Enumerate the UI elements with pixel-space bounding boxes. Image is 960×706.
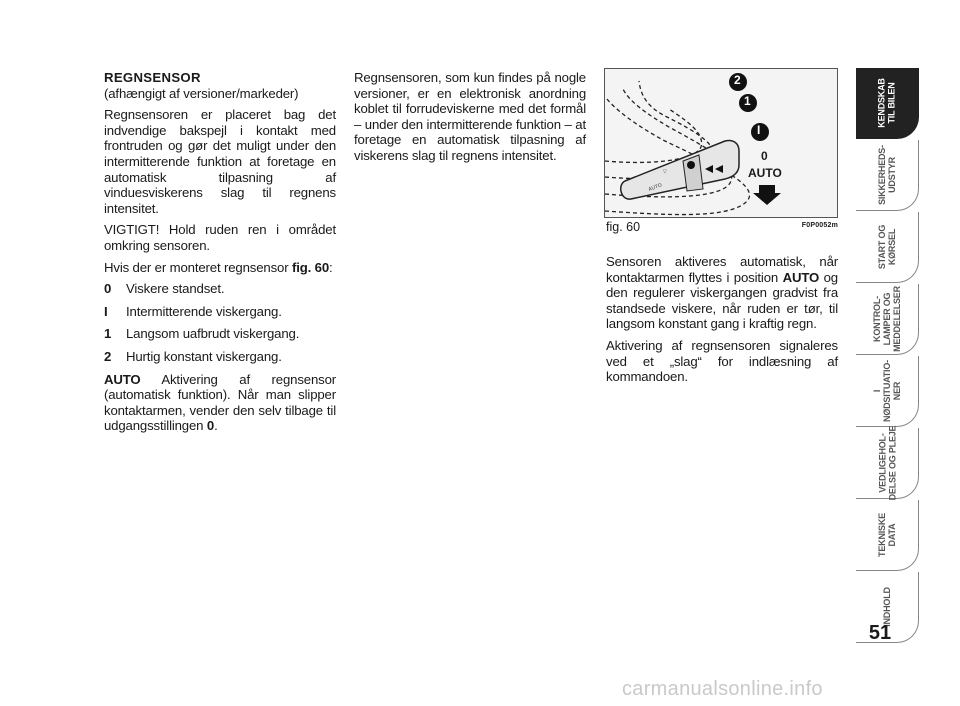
paragraph-warning: VIGTIGT! Hold ruden ren i området omkring sensoren.: [104, 222, 336, 253]
list-key: 0: [104, 281, 112, 297]
left-column: [104, 70, 336, 440]
figure-code: F0P0052m: [801, 222, 838, 229]
tab-label: TEKNISKE DATA: [877, 513, 897, 557]
stalk-body: [621, 140, 739, 199]
tab-label: KONTROL- LAMPER OG MEDDELELSER: [872, 286, 902, 352]
marker-i: I: [757, 123, 761, 137]
paragraph-signal: Aktivering af regnsensoren signaleres ved et „slag“ for indlæsning af kommandoen.: [606, 337, 838, 385]
svg-text:▽: ▽: [663, 169, 667, 175]
list-item: [104, 281, 336, 297]
tab-start-og-koersel[interactable]: [856, 212, 919, 283]
label-zero: 0: [761, 149, 768, 163]
paragraph-activation: [606, 254, 838, 332]
label-auto: AUTO: [748, 166, 782, 180]
tab-label: VEDLIGEHOL- DELSE OG PLEJE: [877, 425, 898, 501]
list-text: Intermitterende viskergang.: [126, 303, 282, 319]
list-item: [104, 326, 336, 342]
list-key: I: [104, 303, 108, 319]
section-heading: REGNSENSOR: [104, 70, 201, 85]
paragraph-fig-ref: [104, 260, 336, 276]
tab-kendskab-til-bilen[interactable]: [856, 68, 919, 139]
list-key: 1: [104, 326, 112, 342]
list-text: Hurtig konstant viskergang.: [126, 348, 282, 364]
text: og den regulerer viskergangen gradvist fra standsede viskere, når ruden er tør, til langsom konstant gang i kraftig regn.: [606, 269, 838, 332]
tab-tekniske-data[interactable]: [856, 500, 919, 571]
position-zero: 0: [206, 418, 215, 434]
marker-1: 1: [744, 94, 751, 108]
auto-key: AUTO: [782, 269, 820, 285]
tab-noedsituationer[interactable]: [856, 356, 919, 427]
figure-caption: [606, 220, 838, 234]
text: .: [214, 418, 218, 434]
text: Sensoren aktiveres automatisk, når kontaktarmen flyttes i position: [606, 254, 838, 285]
tab-label: START OG KØRSEL: [876, 224, 897, 270]
tab-label: INDHOLD: [881, 587, 892, 627]
right-column: [606, 254, 838, 391]
figure-reference: fig. 60: [291, 259, 330, 275]
section-subheading: (afhængigt af versioner/markeder): [104, 85, 299, 101]
paragraph-auto: [104, 372, 336, 434]
tab-sikkerhedsudstyr[interactable]: [856, 140, 919, 211]
text: Hvis der er monteret regnsensor: [104, 259, 292, 275]
marker-2: 2: [734, 73, 741, 87]
watermark: carmanualsonline.info: [622, 678, 823, 700]
wiper-stalk-illustration: [605, 69, 837, 217]
list-item: [104, 304, 336, 320]
list-text: Viskere standset.: [126, 281, 225, 297]
middle-column: [354, 70, 586, 170]
paragraph-description: Regnsensoren, som kun findes på nogle versioner, er en elektronisk anordning koblet til forrudeviskerne med det formål – under den intermitterende funktion – at foretage en automatisk tilpasning af viskerens slag til regnens intensitet.: [354, 70, 586, 163]
tab-label: KENDSKAB TIL BILEN: [877, 78, 897, 128]
tab-label: I NØDSITUATIO- NER: [872, 360, 902, 422]
auto-key: AUTO: [104, 371, 141, 387]
list-text: Langsom uafbrudt viskergang.: [126, 326, 300, 342]
tab-vedligeholdelse[interactable]: [856, 425, 919, 501]
tab-label: SIKKERHEDS- UDSTYR: [877, 145, 897, 205]
svg-text:AUTO: AUTO: [647, 182, 663, 193]
tab-kontrollamper[interactable]: [856, 284, 919, 355]
text: :: [329, 259, 333, 275]
figure-number: fig. 60: [606, 220, 641, 234]
paragraph-intro: Regnsensoren er placeret bag det indvendige bakspejl i kontakt med frontruden og gør det muligt under den intermitterende funktion at foretage en automatisk tilpasning af vinduesviskerens slag til regnens intensitet.: [104, 107, 336, 216]
text: Aktivering af regnsensor (automatisk funktion). Når man slipper kontaktarmen, vender den selv tilbage til udgangsstillingen: [104, 371, 336, 434]
page-number: 51: [868, 622, 892, 644]
list-key: 2: [104, 348, 112, 364]
wiper-stalk-figure: [604, 68, 838, 218]
list-item: [104, 349, 336, 365]
down-arrow-icon: [753, 185, 781, 205]
